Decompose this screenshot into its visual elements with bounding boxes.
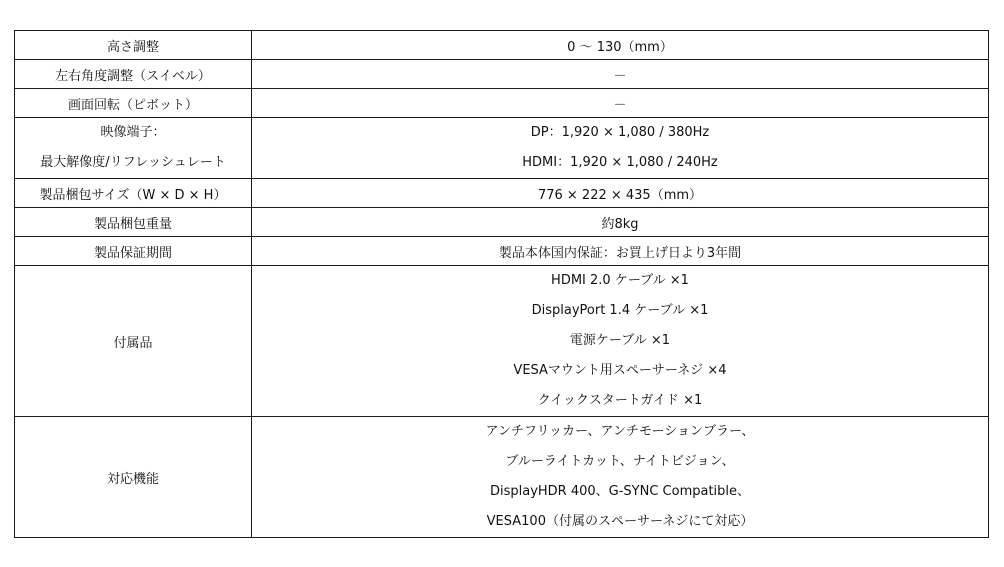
row-label bbox=[15, 60, 252, 89]
value-text: 製品本体国内保証：お買上げ日より3年間 bbox=[498, 245, 742, 261]
row-label bbox=[15, 208, 252, 237]
label-text: 製品保証期間 bbox=[93, 245, 172, 261]
row-value bbox=[252, 237, 989, 266]
spec-table bbox=[14, 30, 989, 538]
row-value bbox=[252, 118, 989, 179]
value-text: DP：1,920 × 1,080 / 380Hz bbox=[530, 125, 710, 140]
value-text: DisplayPort 1.4 ケーブル ×1 bbox=[531, 303, 709, 318]
row-label bbox=[15, 417, 252, 538]
label-text: 製品梱包重量 bbox=[93, 216, 172, 232]
value-text: HDMI：1,920 × 1,080 / 240Hz bbox=[522, 155, 718, 170]
value-text: クイックスタートガイド ×1 bbox=[537, 393, 703, 408]
row-label bbox=[15, 179, 252, 208]
value-text: VESAマウント用スペーサーネジ ×4 bbox=[513, 363, 727, 378]
row-value bbox=[252, 89, 989, 118]
value-text: VESA100（付属のスペーサーネジにて対応） bbox=[486, 514, 754, 529]
table-row-package-weight bbox=[15, 208, 989, 237]
row-value bbox=[252, 208, 989, 237]
table-row-features bbox=[15, 417, 989, 538]
table-row-warranty bbox=[15, 237, 989, 266]
table-row-swivel bbox=[15, 60, 989, 89]
value-text: 電源ケーブル ×1 bbox=[569, 333, 671, 348]
value-text: DisplayHDR 400、G-SYNC Compatible、 bbox=[489, 484, 751, 499]
row-label bbox=[15, 266, 252, 417]
label-text: 製品梱包サイズ（W × D × H） bbox=[39, 187, 227, 203]
row-value bbox=[252, 60, 989, 89]
table-row-pivot bbox=[15, 89, 989, 118]
table-row-video-ports bbox=[15, 118, 989, 179]
value-text: － bbox=[613, 97, 627, 113]
label-text: 付属品 bbox=[113, 335, 153, 351]
row-value bbox=[252, 31, 989, 60]
value-text: ブルーライトカット、ナイトビジョン、 bbox=[505, 454, 735, 469]
label-text: 左右角度調整（スイベル） bbox=[55, 68, 211, 84]
label-text: 最大解像度/リフレッシュレート bbox=[40, 155, 226, 170]
value-text: － bbox=[613, 68, 627, 84]
label-text: 映像端子： bbox=[100, 125, 166, 140]
table-row-height-adjust bbox=[15, 31, 989, 60]
row-value bbox=[252, 179, 989, 208]
value-text: アンチフリッカー、アンチモーションブラー、 bbox=[485, 424, 755, 439]
value-text: HDMI 2.0 ケーブル ×1 bbox=[551, 273, 689, 288]
value-text: 776 × 222 × 435（mm） bbox=[537, 187, 703, 203]
row-value bbox=[252, 417, 989, 538]
table-row-package-size bbox=[15, 179, 989, 208]
label-text: 高さ調整 bbox=[106, 39, 159, 55]
row-label bbox=[15, 118, 252, 179]
row-value bbox=[252, 266, 989, 417]
label-text: 対応機能 bbox=[106, 471, 159, 487]
value-text: 0 ～ 130（mm） bbox=[567, 39, 673, 55]
label-text: 画面回転（ピボット） bbox=[67, 97, 198, 113]
value-text: 約8kg bbox=[601, 216, 639, 232]
row-label bbox=[15, 237, 252, 266]
row-label bbox=[15, 89, 252, 118]
table-row-accessories bbox=[15, 266, 989, 417]
row-label bbox=[15, 31, 252, 60]
